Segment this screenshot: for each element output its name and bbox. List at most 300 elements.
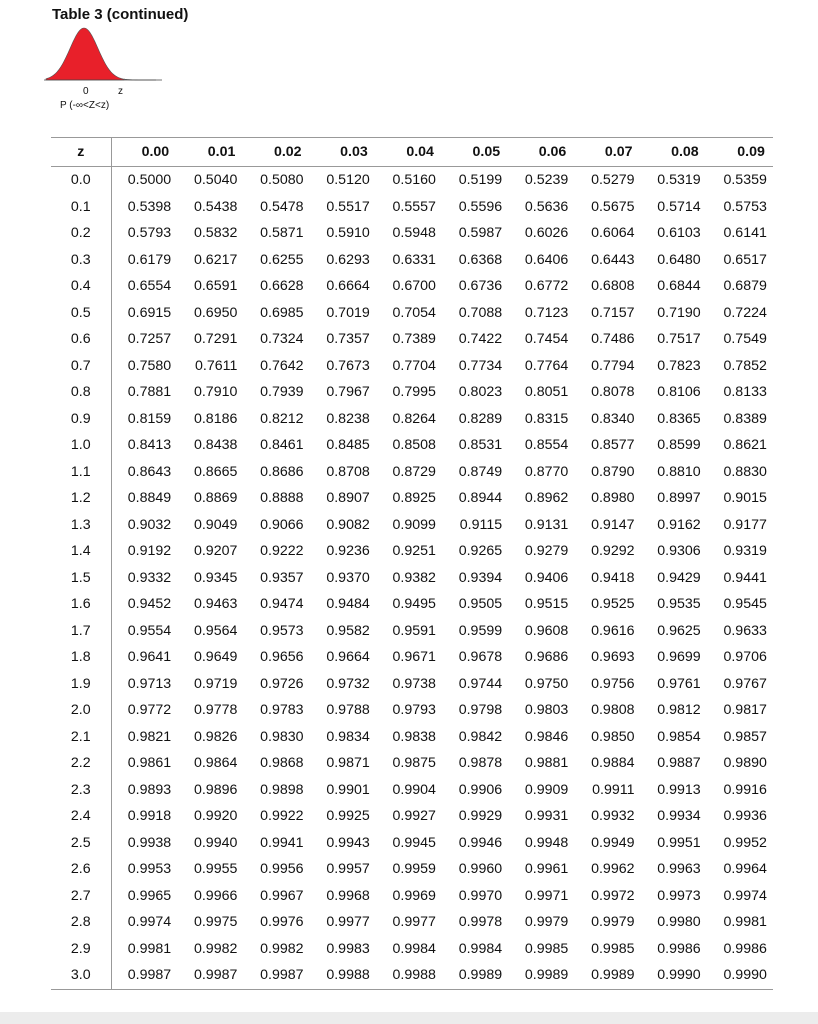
probability-cell: 0.5636 bbox=[524, 198, 569, 215]
probability-cell: 0.6985 bbox=[260, 304, 304, 321]
row-z-value: 2.3 bbox=[51, 777, 111, 804]
shaded-area bbox=[46, 28, 124, 80]
probability-cell: 0.8577 bbox=[591, 437, 635, 454]
row-z-value: 1.7 bbox=[51, 618, 111, 645]
probability-cell: 0.6368 bbox=[458, 251, 503, 268]
probability-cell: 0.9953 bbox=[127, 861, 172, 878]
probability-cell: 0.9131 bbox=[524, 516, 569, 533]
probability-cell: 0.9406 bbox=[524, 569, 569, 586]
probability-cell: 0.9864 bbox=[193, 755, 238, 772]
probability-cell: 0.9599 bbox=[458, 622, 503, 639]
probability-cell: 0.6517 bbox=[723, 251, 767, 268]
probability-cell: 0.8078 bbox=[591, 384, 635, 401]
probability-cell: 0.9957 bbox=[326, 861, 370, 878]
probability-cell: 0.9946 bbox=[458, 834, 503, 851]
corner-header: z bbox=[51, 138, 111, 167]
probability-cell: 0.9834 bbox=[326, 728, 370, 745]
probability-cell: 0.7967 bbox=[326, 384, 370, 401]
table-row bbox=[51, 750, 773, 777]
probability-cell: 0.9162 bbox=[657, 516, 701, 533]
probability-cell: 0.9495 bbox=[392, 596, 436, 613]
probability-cell: 0.9761 bbox=[657, 675, 701, 692]
probability-cell: 0.8238 bbox=[326, 410, 370, 427]
probability-cell: 0.9778 bbox=[193, 702, 238, 719]
table-row bbox=[51, 353, 773, 380]
table-body bbox=[51, 167, 773, 990]
probability-cell: 0.9970 bbox=[458, 887, 503, 904]
probability-cell: 0.9925 bbox=[326, 808, 370, 825]
probability-cell: 0.8485 bbox=[326, 437, 370, 454]
probability-cell: 0.9515 bbox=[524, 596, 569, 613]
probability-cell: 0.8340 bbox=[591, 410, 635, 427]
probability-cell: 0.9871 bbox=[326, 755, 370, 772]
probability-cell: 0.9922 bbox=[260, 808, 304, 825]
probability-cell: 0.9987 bbox=[111, 962, 177, 989]
column-header: 0.08 bbox=[671, 144, 699, 160]
table-row bbox=[51, 300, 773, 327]
table-row bbox=[51, 247, 773, 274]
probability-cell: 0.9985 bbox=[591, 940, 635, 957]
probability-cell: 0.6808 bbox=[591, 278, 635, 295]
probability-cell: 0.9918 bbox=[127, 808, 172, 825]
probability-cell: 0.9370 bbox=[326, 569, 370, 586]
probability-cell: 0.9671 bbox=[392, 649, 436, 666]
probability-cell: 0.9049 bbox=[193, 516, 238, 533]
table-row bbox=[51, 538, 773, 565]
probability-cell: 0.8907 bbox=[326, 490, 370, 507]
probability-cell: 0.9875 bbox=[392, 755, 436, 772]
probability-cell: 0.9452 bbox=[127, 596, 172, 613]
probability-cell: 0.9920 bbox=[193, 808, 238, 825]
probability-cell: 0.9979 bbox=[524, 914, 569, 931]
probability-cell: 0.7611 bbox=[195, 357, 238, 374]
probability-cell: 0.8186 bbox=[193, 410, 238, 427]
axis-label-z: z bbox=[118, 86, 123, 97]
probability-cell: 0.7224 bbox=[723, 304, 767, 321]
probability-cell: 0.9772 bbox=[127, 702, 172, 719]
probability-cell: 0.9984 bbox=[392, 940, 436, 957]
probability-cell: 0.6879 bbox=[723, 278, 767, 295]
probability-cell: 0.9484 bbox=[326, 596, 370, 613]
probability-cell: 0.9850 bbox=[591, 728, 635, 745]
probability-cell: 0.5239 bbox=[524, 172, 569, 189]
probability-cell: 0.8770 bbox=[524, 463, 569, 480]
probability-cell: 0.9332 bbox=[127, 569, 172, 586]
row-z-value: 0.0 bbox=[51, 167, 111, 194]
probability-cell: 0.7794 bbox=[591, 357, 635, 374]
table-row bbox=[51, 856, 773, 883]
probability-cell: 0.9979 bbox=[591, 914, 635, 931]
probability-cell: 0.9394 bbox=[458, 569, 503, 586]
probability-cell: 0.8980 bbox=[591, 490, 635, 507]
probability-cell: 0.9982 bbox=[260, 940, 304, 957]
probability-cell: 0.6443 bbox=[591, 251, 635, 268]
table-row bbox=[51, 512, 773, 539]
probability-cell: 0.9732 bbox=[326, 675, 370, 692]
probability-cell: 0.8531 bbox=[458, 437, 503, 454]
probability-cell: 0.7517 bbox=[657, 331, 701, 348]
table-row bbox=[51, 273, 773, 300]
figure-caption: P (-∞<Z<z) bbox=[60, 100, 110, 111]
row-z-value: 2.9 bbox=[51, 936, 111, 963]
probability-cell: 0.8264 bbox=[392, 410, 436, 427]
probability-cell: 0.8944 bbox=[458, 490, 503, 507]
row-z-value: 1.3 bbox=[51, 512, 111, 539]
probability-cell: 0.9916 bbox=[723, 781, 767, 798]
column-header: 0.00 bbox=[141, 144, 170, 160]
probability-cell: 0.8159 bbox=[127, 410, 172, 427]
probability-cell: 0.9625 bbox=[657, 622, 701, 639]
probability-cell: 0.8023 bbox=[458, 384, 503, 401]
probability-cell: 0.5793 bbox=[127, 225, 172, 242]
row-z-value: 3.0 bbox=[51, 962, 111, 989]
probability-cell: 0.8365 bbox=[657, 410, 701, 427]
probability-cell: 0.9744 bbox=[458, 675, 503, 692]
row-z-value: 1.8 bbox=[51, 644, 111, 671]
probability-cell: 0.9345 bbox=[193, 569, 238, 586]
probability-cell: 0.9949 bbox=[591, 834, 635, 851]
row-z-value: 2.5 bbox=[51, 830, 111, 857]
probability-cell: 0.9382 bbox=[392, 569, 436, 586]
row-z-value: 1.9 bbox=[51, 671, 111, 698]
probability-cell: 0.7852 bbox=[723, 357, 767, 374]
probability-cell: 0.9986 bbox=[723, 940, 767, 957]
probability-cell: 0.8106 bbox=[657, 384, 701, 401]
probability-cell: 0.9977 bbox=[326, 914, 370, 931]
probability-cell: 0.8925 bbox=[392, 490, 436, 507]
probability-cell: 0.9756 bbox=[591, 675, 635, 692]
probability-cell: 0.9306 bbox=[657, 543, 701, 560]
probability-cell: 0.9750 bbox=[524, 675, 569, 692]
table-row bbox=[51, 697, 773, 724]
probability-cell: 0.6844 bbox=[657, 278, 701, 295]
probability-cell: 0.9357 bbox=[260, 569, 304, 586]
probability-cell: 0.6255 bbox=[260, 251, 304, 268]
probability-cell: 0.9904 bbox=[392, 781, 436, 798]
probability-cell: 0.9941 bbox=[260, 834, 304, 851]
probability-cell: 0.9977 bbox=[392, 914, 436, 931]
header-row bbox=[51, 138, 773, 167]
probability-cell: 0.6064 bbox=[591, 225, 635, 242]
probability-cell: 0.9846 bbox=[524, 728, 569, 745]
column-header: 0.07 bbox=[604, 144, 633, 160]
probability-cell: 0.9429 bbox=[657, 569, 701, 586]
probability-cell: 0.6217 bbox=[193, 251, 238, 268]
probability-cell: 0.9545 bbox=[723, 596, 767, 613]
probability-cell: 0.8315 bbox=[524, 410, 569, 427]
probability-cell: 0.6700 bbox=[392, 278, 436, 295]
probability-cell: 0.9881 bbox=[524, 755, 569, 772]
probability-cell: 0.9192 bbox=[127, 543, 172, 560]
probability-cell: 0.9826 bbox=[193, 728, 238, 745]
probability-cell: 0.9279 bbox=[524, 543, 569, 560]
probability-cell: 0.9842 bbox=[458, 728, 503, 745]
row-z-value: 1.4 bbox=[51, 538, 111, 565]
probability-cell: 0.9971 bbox=[524, 887, 569, 904]
column-header: 0.03 bbox=[340, 144, 368, 160]
probability-cell: 0.9817 bbox=[723, 702, 767, 719]
column-header: 0.02 bbox=[273, 144, 302, 160]
probability-cell: 0.7123 bbox=[524, 304, 569, 321]
probability-cell: 0.9656 bbox=[260, 649, 304, 666]
probability-cell: 0.9798 bbox=[458, 702, 503, 719]
probability-cell: 0.9989 bbox=[442, 962, 508, 989]
probability-cell: 0.9969 bbox=[392, 887, 436, 904]
probability-cell: 0.9952 bbox=[723, 834, 767, 851]
probability-cell: 0.9982 bbox=[193, 940, 238, 957]
probability-cell: 0.8665 bbox=[193, 463, 238, 480]
probability-cell: 0.6591 bbox=[193, 278, 238, 295]
probability-cell: 0.7019 bbox=[326, 304, 370, 321]
row-z-value: 2.4 bbox=[51, 803, 111, 830]
probability-cell: 0.9890 bbox=[723, 755, 767, 772]
row-z-value: 0.8 bbox=[51, 379, 111, 406]
probability-cell: 0.9896 bbox=[193, 781, 238, 798]
probability-cell: 0.8997 bbox=[657, 490, 701, 507]
probability-cell: 0.7291 bbox=[193, 331, 238, 348]
probability-cell: 0.8621 bbox=[723, 437, 767, 454]
row-z-value: 2.0 bbox=[51, 697, 111, 724]
row-z-value: 1.2 bbox=[51, 485, 111, 512]
probability-cell: 0.6293 bbox=[326, 251, 370, 268]
probability-cell: 0.9591 bbox=[392, 622, 436, 639]
probability-cell: 0.9963 bbox=[657, 861, 701, 878]
probability-cell: 0.6664 bbox=[326, 278, 370, 295]
table-row bbox=[51, 883, 773, 910]
table-row bbox=[51, 962, 773, 989]
probability-cell: 0.9929 bbox=[458, 808, 503, 825]
probability-cell: 0.7190 bbox=[657, 304, 701, 321]
probability-cell: 0.9857 bbox=[723, 728, 767, 745]
row-z-value: 2.1 bbox=[51, 724, 111, 751]
probability-cell: 0.9951 bbox=[657, 834, 701, 851]
probability-cell: 0.9292 bbox=[591, 543, 635, 560]
table-row bbox=[51, 591, 773, 618]
probability-cell: 0.5987 bbox=[458, 225, 503, 242]
column-header: 0.01 bbox=[207, 144, 236, 160]
table-row bbox=[51, 565, 773, 592]
probability-cell: 0.8289 bbox=[458, 410, 503, 427]
probability-cell: 0.9985 bbox=[524, 940, 569, 957]
table-row bbox=[51, 379, 773, 406]
probability-cell: 0.9911 bbox=[592, 781, 635, 798]
probability-cell: 0.9474 bbox=[260, 596, 304, 613]
probability-cell: 0.9960 bbox=[458, 861, 503, 878]
probability-cell: 0.9934 bbox=[657, 808, 701, 825]
probability-cell: 0.8461 bbox=[260, 437, 304, 454]
probability-cell: 0.9525 bbox=[591, 596, 635, 613]
row-z-value: 1.6 bbox=[51, 591, 111, 618]
probability-cell: 0.7088 bbox=[458, 304, 503, 321]
probability-cell: 0.7764 bbox=[524, 357, 569, 374]
probability-cell: 0.9788 bbox=[326, 702, 370, 719]
column-header: 0.05 bbox=[472, 144, 501, 160]
table-row bbox=[51, 936, 773, 963]
probability-cell: 0.9821 bbox=[127, 728, 172, 745]
row-z-value: 1.5 bbox=[51, 565, 111, 592]
row-z-value: 2.8 bbox=[51, 909, 111, 936]
probability-cell: 0.9678 bbox=[458, 649, 503, 666]
probability-cell: 0.9686 bbox=[524, 649, 569, 666]
probability-cell: 0.9236 bbox=[326, 543, 370, 560]
probability-cell: 0.9898 bbox=[260, 781, 304, 798]
probability-cell: 0.9990 bbox=[707, 962, 773, 989]
probability-cell: 0.8389 bbox=[723, 410, 767, 427]
probability-cell: 0.9838 bbox=[392, 728, 436, 745]
row-z-value: 0.6 bbox=[51, 326, 111, 353]
probability-cell: 0.9793 bbox=[392, 702, 436, 719]
probability-cell: 0.9976 bbox=[260, 914, 304, 931]
probability-cell: 0.8643 bbox=[127, 463, 172, 480]
probability-cell: 0.8438 bbox=[193, 437, 238, 454]
probability-cell: 0.9978 bbox=[458, 914, 503, 931]
probability-cell: 0.5871 bbox=[260, 225, 304, 242]
probability-cell: 0.9767 bbox=[723, 675, 767, 692]
probability-cell: 0.9505 bbox=[458, 596, 503, 613]
table-row bbox=[51, 777, 773, 804]
probability-cell: 0.9265 bbox=[458, 543, 503, 560]
probability-cell: 0.9082 bbox=[326, 516, 370, 533]
probability-cell: 0.9699 bbox=[657, 649, 701, 666]
probability-cell: 0.6915 bbox=[127, 304, 172, 321]
table-row bbox=[51, 671, 773, 698]
probability-cell: 0.9989 bbox=[574, 962, 640, 989]
probability-cell: 0.9554 bbox=[127, 622, 172, 639]
row-z-value: 1.0 bbox=[51, 432, 111, 459]
bottom-edge bbox=[0, 1012, 818, 1024]
probability-cell: 0.9973 bbox=[657, 887, 701, 904]
probability-cell: 0.8508 bbox=[392, 437, 436, 454]
probability-cell: 0.9706 bbox=[723, 649, 767, 666]
probability-cell: 0.7704 bbox=[392, 357, 436, 374]
probability-cell: 0.5910 bbox=[326, 225, 370, 242]
probability-cell: 0.9931 bbox=[524, 808, 569, 825]
probability-cell: 0.9966 bbox=[193, 887, 238, 904]
table-row bbox=[51, 724, 773, 751]
probability-cell: 0.9633 bbox=[723, 622, 767, 639]
probability-cell: 0.5160 bbox=[392, 172, 436, 189]
probability-cell: 0.7324 bbox=[260, 331, 304, 348]
probability-cell: 0.9861 bbox=[127, 755, 172, 772]
probability-cell: 0.7454 bbox=[524, 331, 569, 348]
probability-cell: 0.5080 bbox=[260, 172, 304, 189]
table-row bbox=[51, 167, 773, 194]
probability-cell: 0.6331 bbox=[392, 251, 436, 268]
probability-cell: 0.8708 bbox=[326, 463, 370, 480]
probability-cell: 0.5279 bbox=[591, 172, 635, 189]
probability-cell: 0.7995 bbox=[392, 384, 436, 401]
row-z-value: 0.4 bbox=[51, 273, 111, 300]
probability-cell: 0.9980 bbox=[657, 914, 701, 931]
probability-cell: 0.9972 bbox=[591, 887, 635, 904]
probability-cell: 0.6628 bbox=[260, 278, 304, 295]
probability-cell: 0.9803 bbox=[524, 702, 569, 719]
row-z-value: 0.2 bbox=[51, 220, 111, 247]
probability-cell: 0.6179 bbox=[127, 251, 172, 268]
probability-cell: 0.9207 bbox=[193, 543, 238, 560]
probability-cell: 0.8869 bbox=[193, 490, 238, 507]
probability-cell: 0.5832 bbox=[193, 225, 238, 242]
row-z-value: 0.5 bbox=[51, 300, 111, 327]
probability-cell: 0.5359 bbox=[723, 172, 767, 189]
table-row bbox=[51, 909, 773, 936]
table-row bbox=[51, 485, 773, 512]
probability-cell: 0.9945 bbox=[392, 834, 436, 851]
probability-cell: 0.9940 bbox=[193, 834, 238, 851]
probability-cell: 0.6950 bbox=[193, 304, 238, 321]
probability-cell: 0.7054 bbox=[392, 304, 436, 321]
probability-cell: 0.9564 bbox=[193, 622, 238, 639]
probability-cell: 0.9854 bbox=[657, 728, 701, 745]
probability-cell: 0.9948 bbox=[524, 834, 569, 851]
probability-cell: 0.7734 bbox=[458, 357, 503, 374]
probability-cell: 0.8133 bbox=[723, 384, 767, 401]
table-row bbox=[51, 618, 773, 645]
probability-cell: 0.5319 bbox=[657, 172, 701, 189]
probability-cell: 0.9893 bbox=[127, 781, 172, 798]
probability-cell: 0.5438 bbox=[193, 198, 238, 215]
probability-cell: 0.9641 bbox=[127, 649, 172, 666]
page-title: Table 3 (continued) bbox=[52, 6, 189, 23]
probability-cell: 0.9251 bbox=[392, 543, 436, 560]
probability-cell: 0.5714 bbox=[657, 198, 701, 215]
probability-cell: 0.9887 bbox=[657, 755, 701, 772]
probability-cell: 0.8554 bbox=[524, 437, 569, 454]
probability-cell: 0.9649 bbox=[193, 649, 238, 666]
table-row bbox=[51, 432, 773, 459]
probability-cell: 0.9975 bbox=[193, 914, 238, 931]
probability-cell: 0.9962 bbox=[591, 861, 635, 878]
probability-cell: 0.6736 bbox=[458, 278, 503, 295]
probability-cell: 0.9964 bbox=[723, 861, 767, 878]
probability-cell: 0.9984 bbox=[458, 940, 503, 957]
probability-cell: 0.9812 bbox=[657, 702, 701, 719]
z-table bbox=[51, 137, 773, 990]
probability-cell: 0.9830 bbox=[260, 728, 304, 745]
probability-cell: 0.9988 bbox=[310, 962, 376, 989]
probability-cell: 0.9868 bbox=[260, 755, 304, 772]
probability-cell: 0.9616 bbox=[591, 622, 635, 639]
probability-cell: 0.9713 bbox=[127, 675, 172, 692]
probability-cell: 0.9932 bbox=[591, 808, 635, 825]
table-row bbox=[51, 803, 773, 830]
probability-cell: 0.9664 bbox=[326, 649, 370, 666]
probability-cell: 0.9987 bbox=[177, 962, 243, 989]
probability-cell: 0.7642 bbox=[260, 357, 304, 374]
probability-cell: 0.8686 bbox=[260, 463, 304, 480]
probability-cell: 0.9726 bbox=[260, 675, 304, 692]
probability-cell: 0.8729 bbox=[392, 463, 436, 480]
probability-cell: 0.9884 bbox=[591, 755, 635, 772]
axis-label-zero: 0 bbox=[83, 86, 89, 97]
probability-cell: 0.7357 bbox=[326, 331, 370, 348]
probability-cell: 0.5199 bbox=[458, 172, 503, 189]
probability-cell: 0.9968 bbox=[326, 887, 370, 904]
probability-cell: 0.5675 bbox=[591, 198, 635, 215]
probability-cell: 0.9222 bbox=[260, 543, 304, 560]
probability-cell: 0.5596 bbox=[458, 198, 503, 215]
probability-cell: 0.9965 bbox=[127, 887, 172, 904]
probability-cell: 0.7549 bbox=[723, 331, 767, 348]
probability-cell: 0.7486 bbox=[591, 331, 635, 348]
probability-cell: 0.9909 bbox=[524, 781, 569, 798]
probability-cell: 0.5120 bbox=[326, 172, 370, 189]
probability-cell: 0.9956 bbox=[260, 861, 304, 878]
probability-cell: 0.9927 bbox=[392, 808, 436, 825]
probability-cell: 0.9906 bbox=[458, 781, 503, 798]
probability-cell: 0.9319 bbox=[723, 543, 767, 560]
probability-cell: 0.7910 bbox=[193, 384, 238, 401]
